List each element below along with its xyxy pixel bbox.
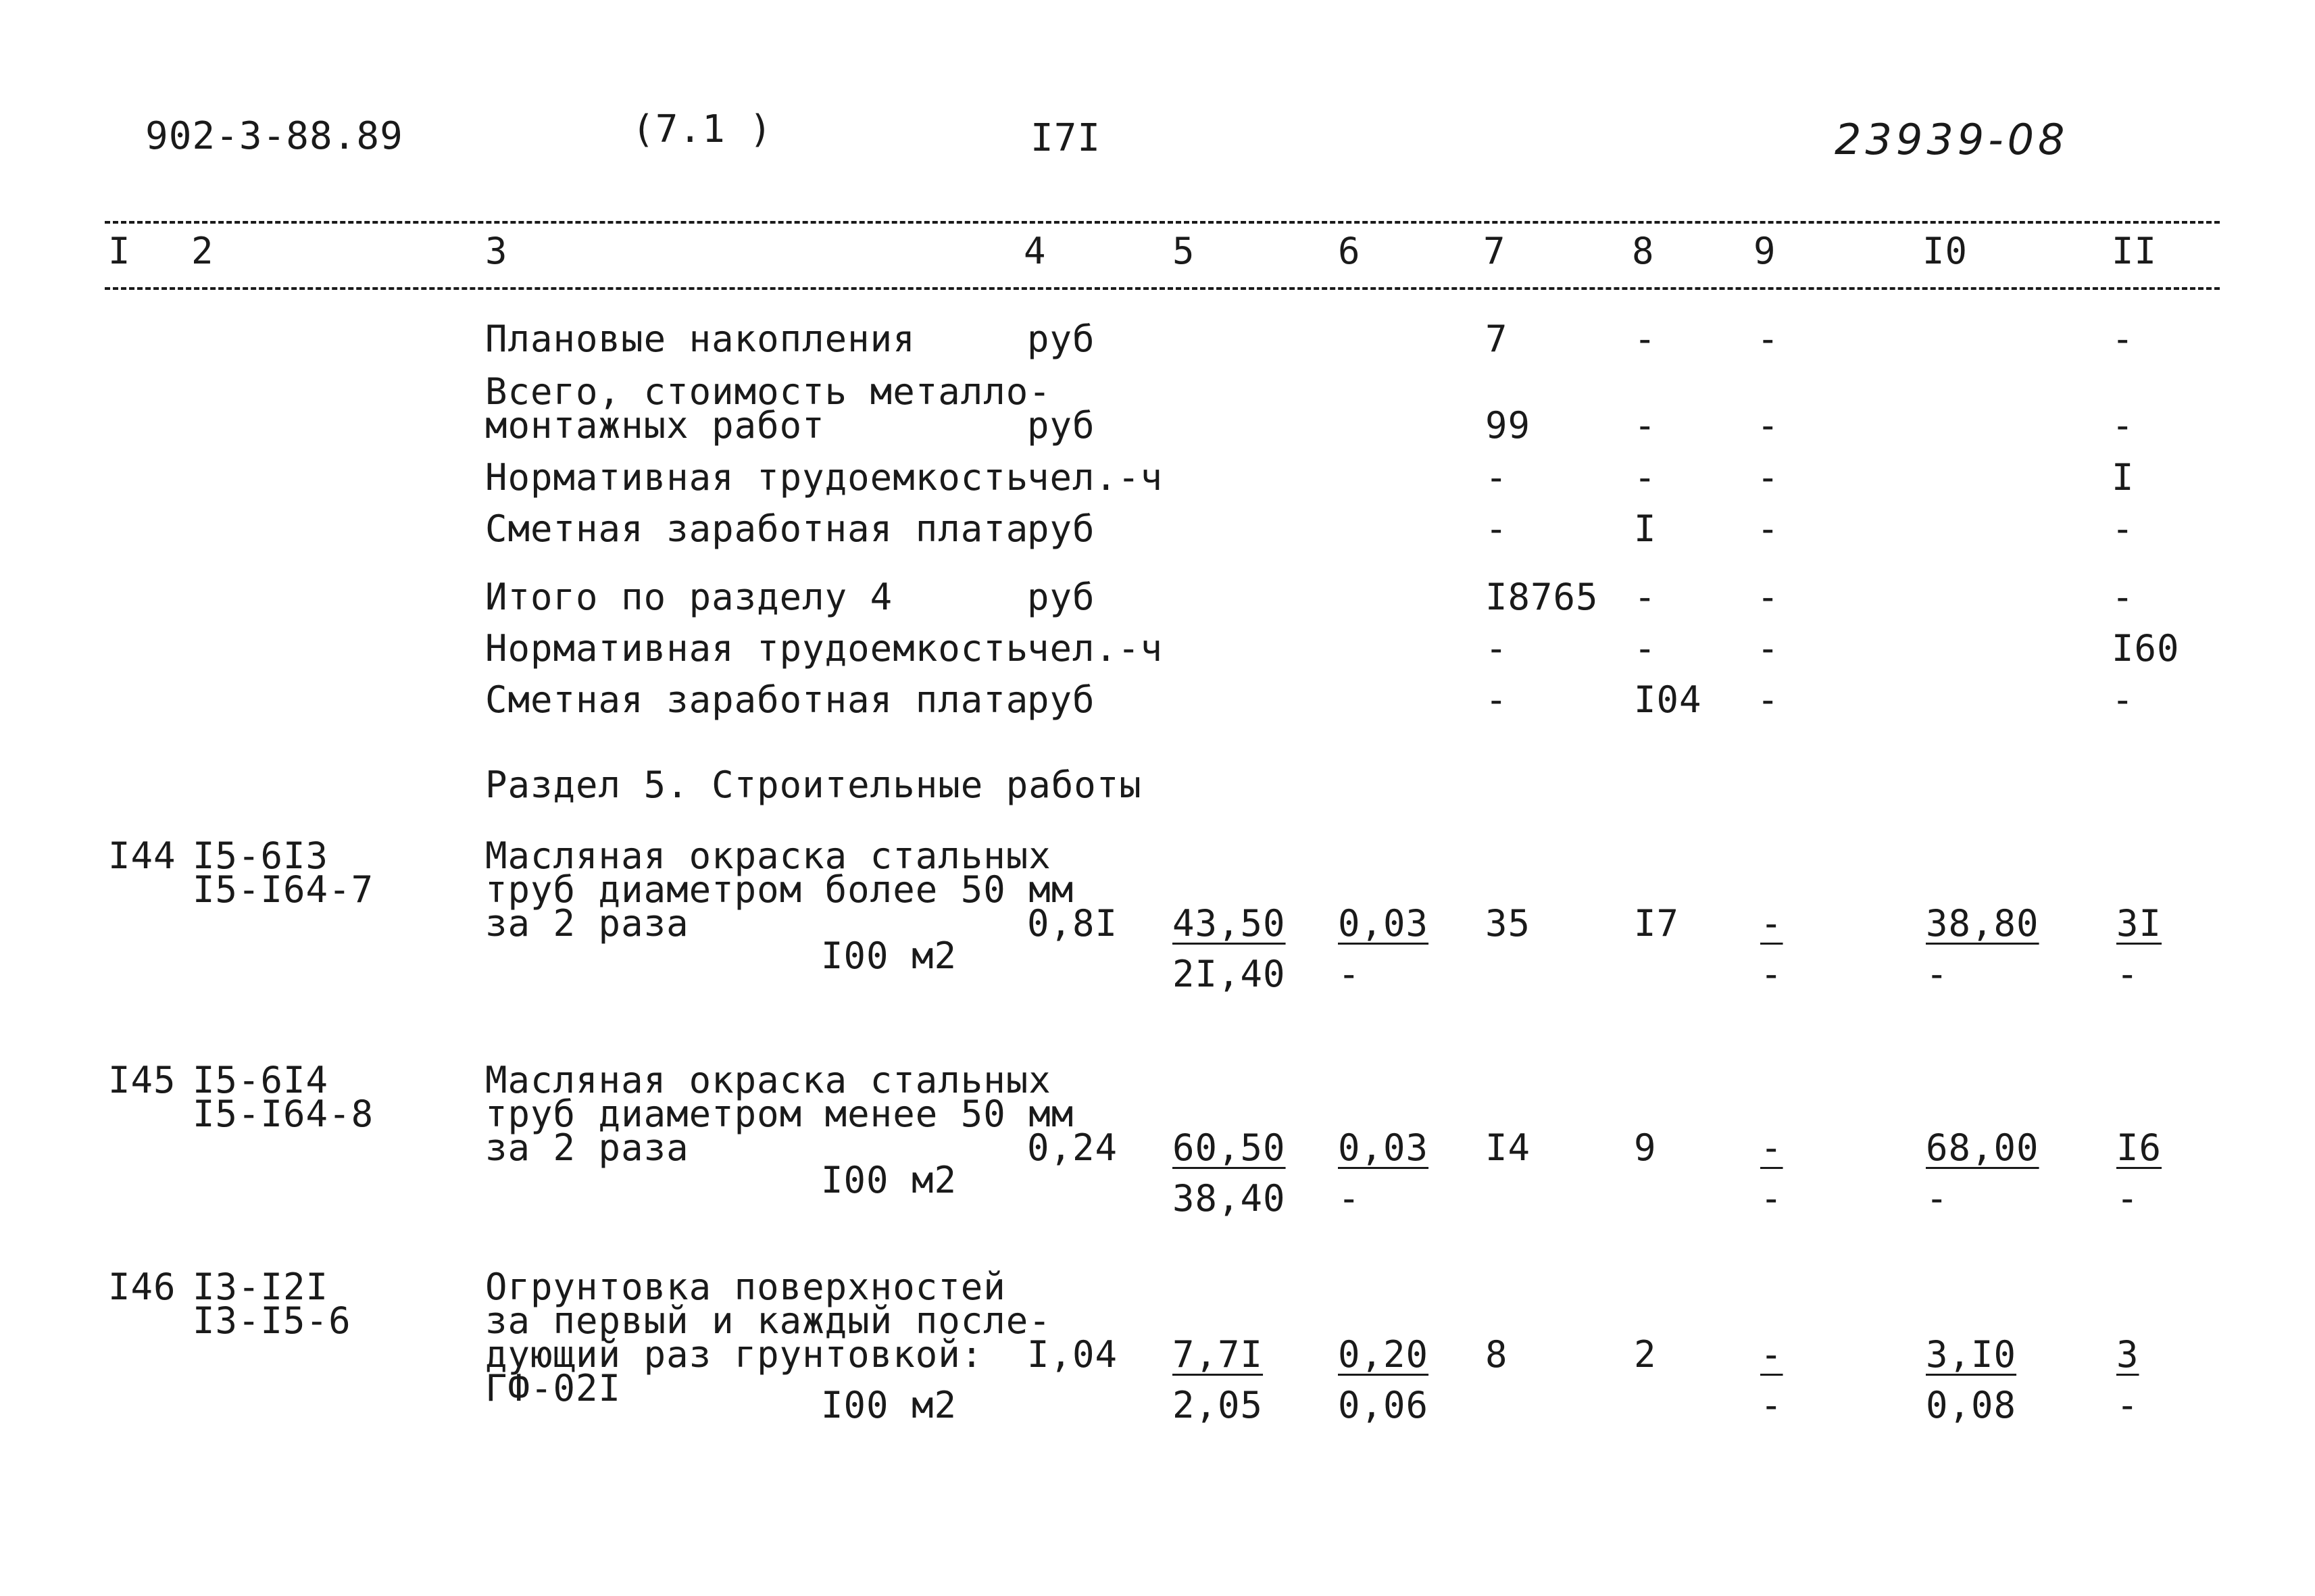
item-quantity: 0,24 — [1027, 1126, 1118, 1169]
summary-col9: - — [1757, 404, 1780, 447]
summary-col11: - — [2112, 404, 2135, 447]
item-col11-top: 3I — [2116, 902, 2162, 945]
col-header-10: I0 — [1922, 230, 1968, 272]
summary-label: Нормативная трудоемкость — [485, 627, 1029, 670]
item-unit: I00 м2 — [821, 1384, 957, 1426]
summary-col8: - — [1634, 627, 1657, 670]
item-unit: I00 м2 — [821, 934, 957, 977]
col-header-9: 9 — [1753, 230, 1776, 272]
item-col9-top: - — [1760, 902, 1783, 945]
item-description-line: Огрунтовка поверхностей — [485, 1266, 1006, 1308]
summary-unit: руб — [1027, 507, 1095, 550]
summary-label: Итого по разделу 4 — [485, 576, 893, 618]
item-col5-bottom: 2I,40 — [1172, 953, 1286, 995]
col-header-11: II — [2112, 230, 2158, 272]
item-col5-top: 60,50 — [1172, 1126, 1286, 1169]
summary-col8: - — [1634, 318, 1657, 360]
item-description-line: за 2 раза — [485, 1126, 689, 1169]
col-header-4: 4 — [1024, 230, 1047, 272]
item-description-line: Масляная окраска стальных — [485, 1059, 1051, 1101]
summary-label-line2: монтажных работ — [485, 404, 825, 447]
summary-col9: - — [1757, 318, 1780, 360]
item-description-line: труб диаметром более 50 мм — [485, 868, 1074, 911]
col-header-5: 5 — [1172, 230, 1195, 272]
item-quantity: 0,8I — [1027, 902, 1118, 945]
summary-col9: - — [1757, 507, 1780, 550]
summary-col7: - — [1485, 678, 1508, 721]
col-header-2: 2 — [191, 230, 214, 272]
item-col5-top: 43,50 — [1172, 902, 1286, 945]
summary-col8: I — [1634, 507, 1657, 550]
summary-col7: - — [1485, 507, 1508, 550]
item-col9-bottom: - — [1760, 1177, 1783, 1220]
item-code: I5-6I3 — [193, 834, 329, 877]
summary-col11: - — [2112, 576, 2135, 618]
item-col6-bottom: - — [1338, 1177, 1361, 1220]
summary-unit: руб — [1027, 318, 1095, 360]
item-col8: 2 — [1634, 1333, 1657, 1376]
item-number: I45 — [108, 1059, 176, 1101]
item-col11-bottom: - — [2116, 953, 2139, 995]
summary-col8: - — [1634, 404, 1657, 447]
header-rule-bottom — [105, 287, 2220, 290]
summary-col8: - — [1634, 576, 1657, 618]
item-col9-top: - — [1760, 1126, 1783, 1169]
summary-unit: руб — [1027, 576, 1095, 618]
summary-col7: - — [1485, 627, 1508, 670]
item-code-secondary: I5-I64-8 — [193, 1093, 374, 1135]
item-col7: I4 — [1485, 1126, 1531, 1169]
item-description-line: за 2 раза — [485, 902, 689, 945]
item-col10-top: 68,00 — [1926, 1126, 2039, 1169]
summary-col9: - — [1757, 627, 1780, 670]
item-description-line: за первый и каждый после- — [485, 1299, 1051, 1342]
summary-col11: - — [2112, 318, 2135, 360]
summary-col11: - — [2112, 678, 2135, 721]
item-number: I46 — [108, 1266, 176, 1308]
item-col5-bottom: 38,40 — [1172, 1177, 1286, 1220]
item-col11-top: 3 — [2116, 1333, 2139, 1376]
col-header-7: 7 — [1483, 230, 1506, 272]
summary-col9: - — [1757, 576, 1780, 618]
item-col10-bottom: 0,08 — [1926, 1384, 2017, 1426]
summary-col7: 99 — [1485, 404, 1531, 447]
summary-label: Плановые накопления — [485, 318, 916, 360]
page-number: I7I — [1030, 116, 1101, 160]
item-col7: 35 — [1485, 902, 1531, 945]
item-col10-top: 38,80 — [1926, 902, 2039, 945]
header-rule-top — [105, 221, 2220, 224]
summary-unit: руб — [1027, 404, 1095, 447]
item-col10-bottom: - — [1926, 1177, 1949, 1220]
inventory-number: 23939-08 — [1835, 115, 2069, 164]
summary-label: Сметная заработная плата — [485, 507, 1029, 550]
item-col8: I7 — [1634, 902, 1680, 945]
summary-col8: I04 — [1634, 678, 1702, 721]
document-code: 902-3-88.89 — [145, 114, 403, 158]
summary-unit: чел.-ч — [1027, 627, 1164, 670]
item-code: I3-I2I — [193, 1266, 329, 1308]
item-description-line: труб диаметром менее 50 мм — [485, 1093, 1074, 1135]
item-col11-bottom: - — [2116, 1384, 2139, 1426]
item-col9-top: - — [1760, 1333, 1783, 1376]
item-description-line: Масляная окраска стальных — [485, 834, 1051, 877]
item-col11-bottom: - — [2116, 1177, 2139, 1220]
section-title: Раздел 5. Строительные работы — [485, 764, 1142, 806]
item-col7: 8 — [1485, 1333, 1508, 1376]
item-code-secondary: I5-I64-7 — [193, 868, 374, 911]
item-col6-top: 0,03 — [1338, 902, 1429, 945]
item-col6-top: 0,03 — [1338, 1126, 1429, 1169]
item-col6-bottom: 0,06 — [1338, 1384, 1429, 1426]
summary-unit: руб — [1027, 678, 1095, 721]
part-number: (7.1 ) — [632, 107, 773, 151]
summary-col8: - — [1634, 456, 1657, 499]
summary-unit: чел.-ч — [1027, 456, 1164, 499]
item-col5-bottom: 2,05 — [1172, 1384, 1264, 1426]
summary-label-line1: Всего, стоимость металло- — [485, 370, 1051, 413]
item-col10-bottom: - — [1926, 953, 1949, 995]
summary-col7: 7 — [1485, 318, 1508, 360]
item-description-line: дующий раз грунтовкой: — [485, 1333, 984, 1376]
col-header-6: 6 — [1338, 230, 1361, 272]
col-header-3: 3 — [485, 230, 508, 272]
summary-col11: I — [2112, 456, 2135, 499]
item-col9-bottom: - — [1760, 953, 1783, 995]
item-col9-bottom: - — [1760, 1384, 1783, 1426]
item-col11-top: I6 — [2116, 1126, 2162, 1169]
item-number: I44 — [108, 834, 176, 877]
item-quantity: I,04 — [1027, 1333, 1118, 1376]
item-code: I5-6I4 — [193, 1059, 329, 1101]
item-col5-top: 7,7I — [1172, 1333, 1264, 1376]
item-col6-bottom: - — [1338, 953, 1361, 995]
summary-col11: I60 — [2112, 627, 2180, 670]
col-header-8: 8 — [1632, 230, 1655, 272]
item-col8: 9 — [1634, 1126, 1657, 1169]
item-code-secondary: I3-I5-6 — [193, 1299, 351, 1342]
summary-col9: - — [1757, 678, 1780, 721]
item-unit: I00 м2 — [821, 1159, 957, 1201]
summary-label: Сметная заработная плата — [485, 678, 1029, 721]
summary-col11: - — [2112, 507, 2135, 550]
col-header-1: I — [108, 230, 131, 272]
item-col6-top: 0,20 — [1338, 1333, 1429, 1376]
summary-col7: I8765 — [1485, 576, 1599, 618]
summary-col9: - — [1757, 456, 1780, 499]
summary-label: Нормативная трудоемкость — [485, 456, 1029, 499]
item-col10-top: 3,I0 — [1926, 1333, 2017, 1376]
item-description-line: ГФ-02I — [485, 1367, 622, 1410]
summary-col7: - — [1485, 456, 1508, 499]
